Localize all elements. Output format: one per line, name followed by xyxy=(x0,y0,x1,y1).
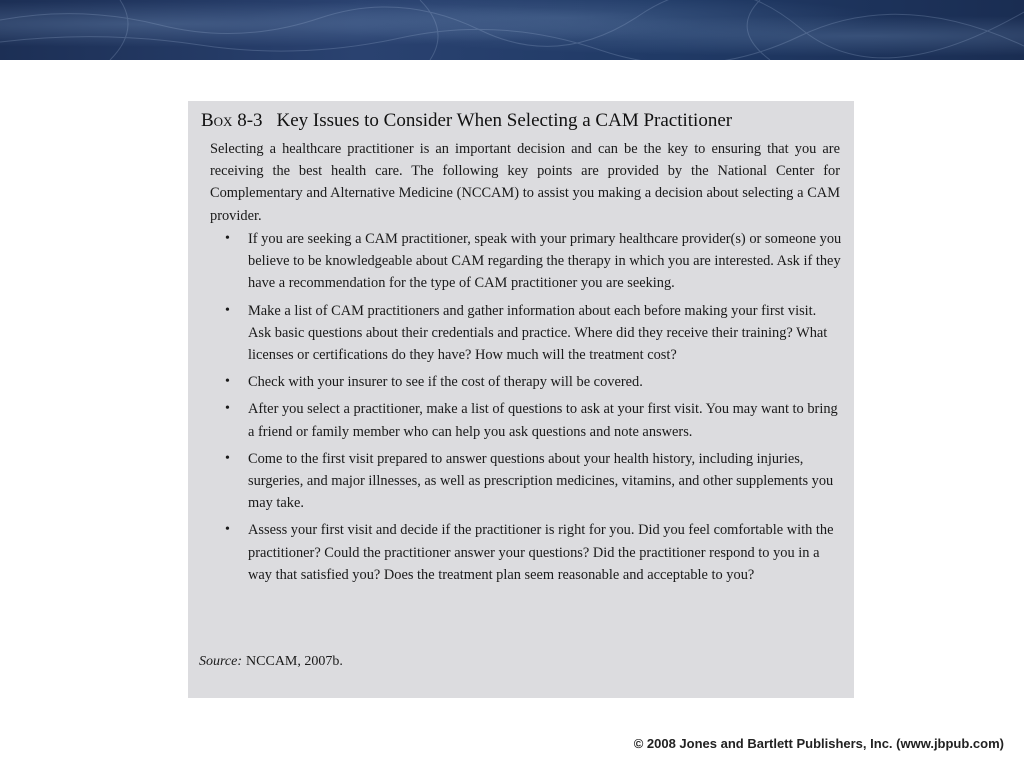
list-item-text: Check with your insurer to see if the cost of therapy will be covered. xyxy=(248,374,643,391)
key-points-list xyxy=(210,228,842,591)
box-title-text: Key Issues to Consider When Selecting a CAM Practitioner xyxy=(276,110,733,131)
map-texture xyxy=(0,0,1024,60)
list-item-text: Come to the first visit prepared to answer questions about your health history, including injuries, surgeries, and major illnesses, as well as prescription medicines, vitamins, and other supplements you may take. xyxy=(248,450,834,512)
source-value: NCCAM, 2007b. xyxy=(246,654,343,669)
list-item xyxy=(210,448,842,515)
list-item xyxy=(210,300,842,367)
bullet-icon: • xyxy=(225,302,230,318)
list-item-text: Assess your first visit and decide if the practitioner is right for you. Did you feel comfortable with the practitioner? Could the practitioner answer your questions? Did the practitioner respond to you in a way that satisfied you? Does the treatment plan seem reasonable and acceptable to you? xyxy=(248,522,834,583)
bullet-icon: • xyxy=(225,401,230,417)
source-citation xyxy=(199,654,343,670)
bullet-icon: • xyxy=(225,450,230,466)
box-number: Box 8-3 xyxy=(201,110,263,131)
list-item xyxy=(210,228,842,295)
list-item-text: After you select a practitioner, make a list of questions to ask at your first visit. You may want to bring a friend or family member who can help you ask questions and note answers. xyxy=(248,401,838,440)
list-item-text: Make a list of CAM practitioners and gather information about each before making your first visit. Ask basic questions about their credentials and practice. Where did they receive their training? What licenses or certifications do they have? How much will the treatment cost? xyxy=(248,302,828,364)
list-item xyxy=(210,371,842,393)
list-item xyxy=(210,519,842,586)
header-banner xyxy=(0,0,1024,60)
bullet-icon: • xyxy=(225,522,230,538)
list-item xyxy=(210,398,842,442)
list-item-text: If you are seeking a CAM practitioner, speak with your primary healthcare provider(s) or someone you believe to be knowledgeable about CAM regarding the therapy in which you are interested. Ask if they have a recommendation for the type of CAM practitioner you are seeking. xyxy=(248,231,842,292)
bullet-icon: • xyxy=(225,231,230,246)
copyright-notice: © 2008 Jones and Bartlett Publishers, Inc. (www.jbpub.com) xyxy=(633,736,1004,751)
source-label: Source: xyxy=(199,654,243,669)
intro-paragraph: Selecting a healthcare practitioner is an important decision and can be the key to ensuring that you are receiving the best health care. The following key points are provided by the National Center for Complementary and Alternative Medicine (NCCAM) to assist you making a decision about selecting a CAM provider. xyxy=(210,141,840,224)
box-title xyxy=(201,110,732,132)
bullet-icon: • xyxy=(225,374,230,390)
info-box xyxy=(188,101,854,698)
